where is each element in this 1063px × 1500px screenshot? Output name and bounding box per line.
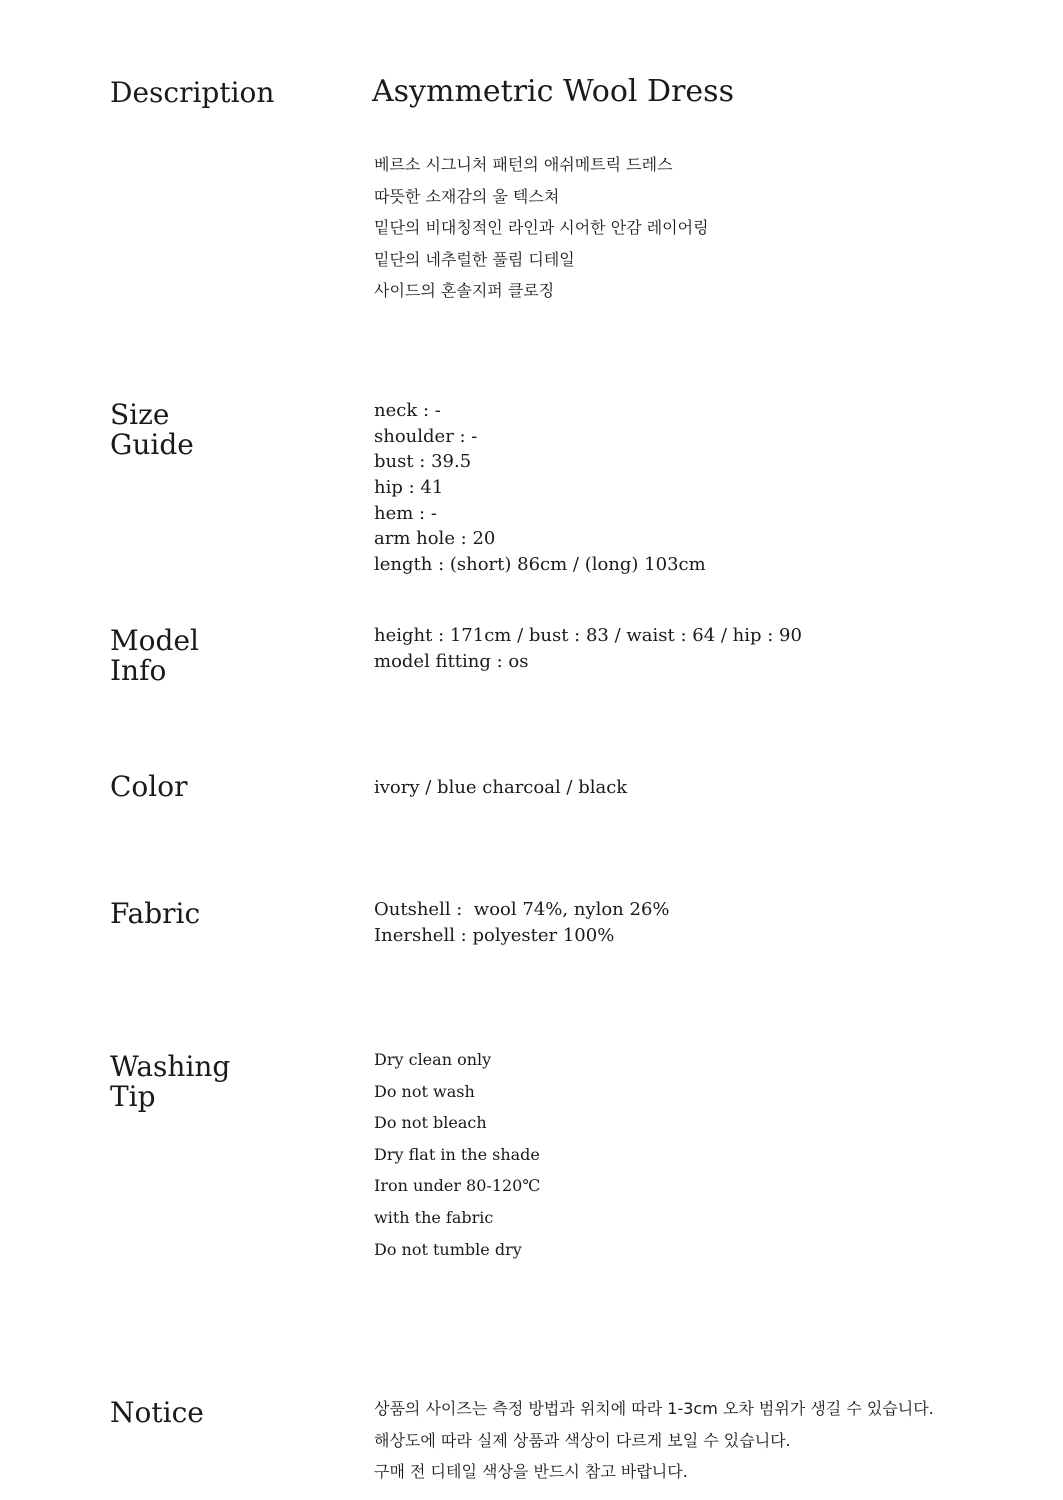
description-line: 밑단의 네추럴한 풀림 디테일 [374,249,575,269]
color-line: ivory / blue charcoal / black [374,777,628,798]
description-label-text: Description [110,76,275,109]
size-guide-line: hip : 41 [374,477,444,499]
washing-tip-label-line1: Washing [110,1050,231,1083]
washing-tip-line: Do not bleach [374,1113,487,1133]
product-title: Asymmetric Wool Dress [372,74,734,109]
model-info-line: model fitting : os [374,650,529,672]
notice-list [374,1399,934,1494]
washing-tip-label [110,1052,230,1112]
washing-tip-line: Do not tumble dry [374,1239,522,1259]
notice-line: 상품의 사이즈는 측정 방법과 위치에 따라 1-3cm 오차 범위가 생길 수 있습니다. [374,1399,934,1418]
model-info-label-line1: Model [110,624,199,657]
model-info-line: height : 171cm / bust : 83 / waist : 64 / hip : 90 [374,625,802,646]
fabric-line: Inershell : polyester 100% [374,924,615,946]
size-guide-line: length : (short) 86cm / (long) 103cm [374,554,706,576]
notice-label-text: Notice [110,1396,204,1429]
size-guide-label [110,400,194,460]
washing-tip-label-line2: Tip [110,1080,156,1113]
notice-line: 해상도에 따라 실제 상품과 색상이 다르게 보일 수 있습니다. [374,1430,791,1450]
model-info-label-line2: Info [110,654,167,687]
color-label [110,772,187,802]
washing-tip-list [374,1050,540,1271]
size-guide-line: shoulder : - [374,425,478,447]
washing-tip-line: Iron under 80-120℃ [374,1176,541,1196]
fabric-label-text: Fabric [110,897,201,930]
color-label-text: Color [110,770,188,803]
description-list [374,155,709,313]
description-label [110,78,274,108]
notice-line: 구매 전 디테일 색상을 반드시 참고 바랍니다. [374,1462,688,1481]
washing-tip-line: with the fabric [374,1207,494,1227]
size-guide-line: hem : - [374,502,437,524]
color-list [374,777,627,803]
washing-tip-line: Dry clean only [374,1050,492,1069]
model-info-list [374,625,802,676]
size-guide-label-line1: Size [110,398,170,431]
size-guide-label-line2: Guide [110,428,194,461]
washing-tip-line: Do not wash [374,1081,475,1101]
washing-tip-line: Dry flat in the shade [374,1144,540,1164]
description-line: 따뜻한 소재감의 울 텍스쳐 [374,186,560,206]
fabric-line: Outshell : wool 74%, nylon 26% [374,899,670,920]
description-line: 사이드의 혼솔지퍼 클로징 [374,281,555,300]
description-line: 베르소 시그니처 패턴의 애쉬메트릭 드레스 [374,155,673,174]
fabric-list [374,899,670,950]
model-info-label [110,626,199,686]
fabric-label [110,899,200,929]
size-guide-line: arm hole : 20 [374,528,496,550]
size-guide-line: bust : 39.5 [374,451,472,473]
size-guide-list [374,400,706,580]
size-guide-line: neck : - [374,400,441,421]
description-line: 밑단의 비대칭적인 라인과 시어한 안감 레이어링 [374,218,709,237]
notice-label [110,1398,204,1428]
